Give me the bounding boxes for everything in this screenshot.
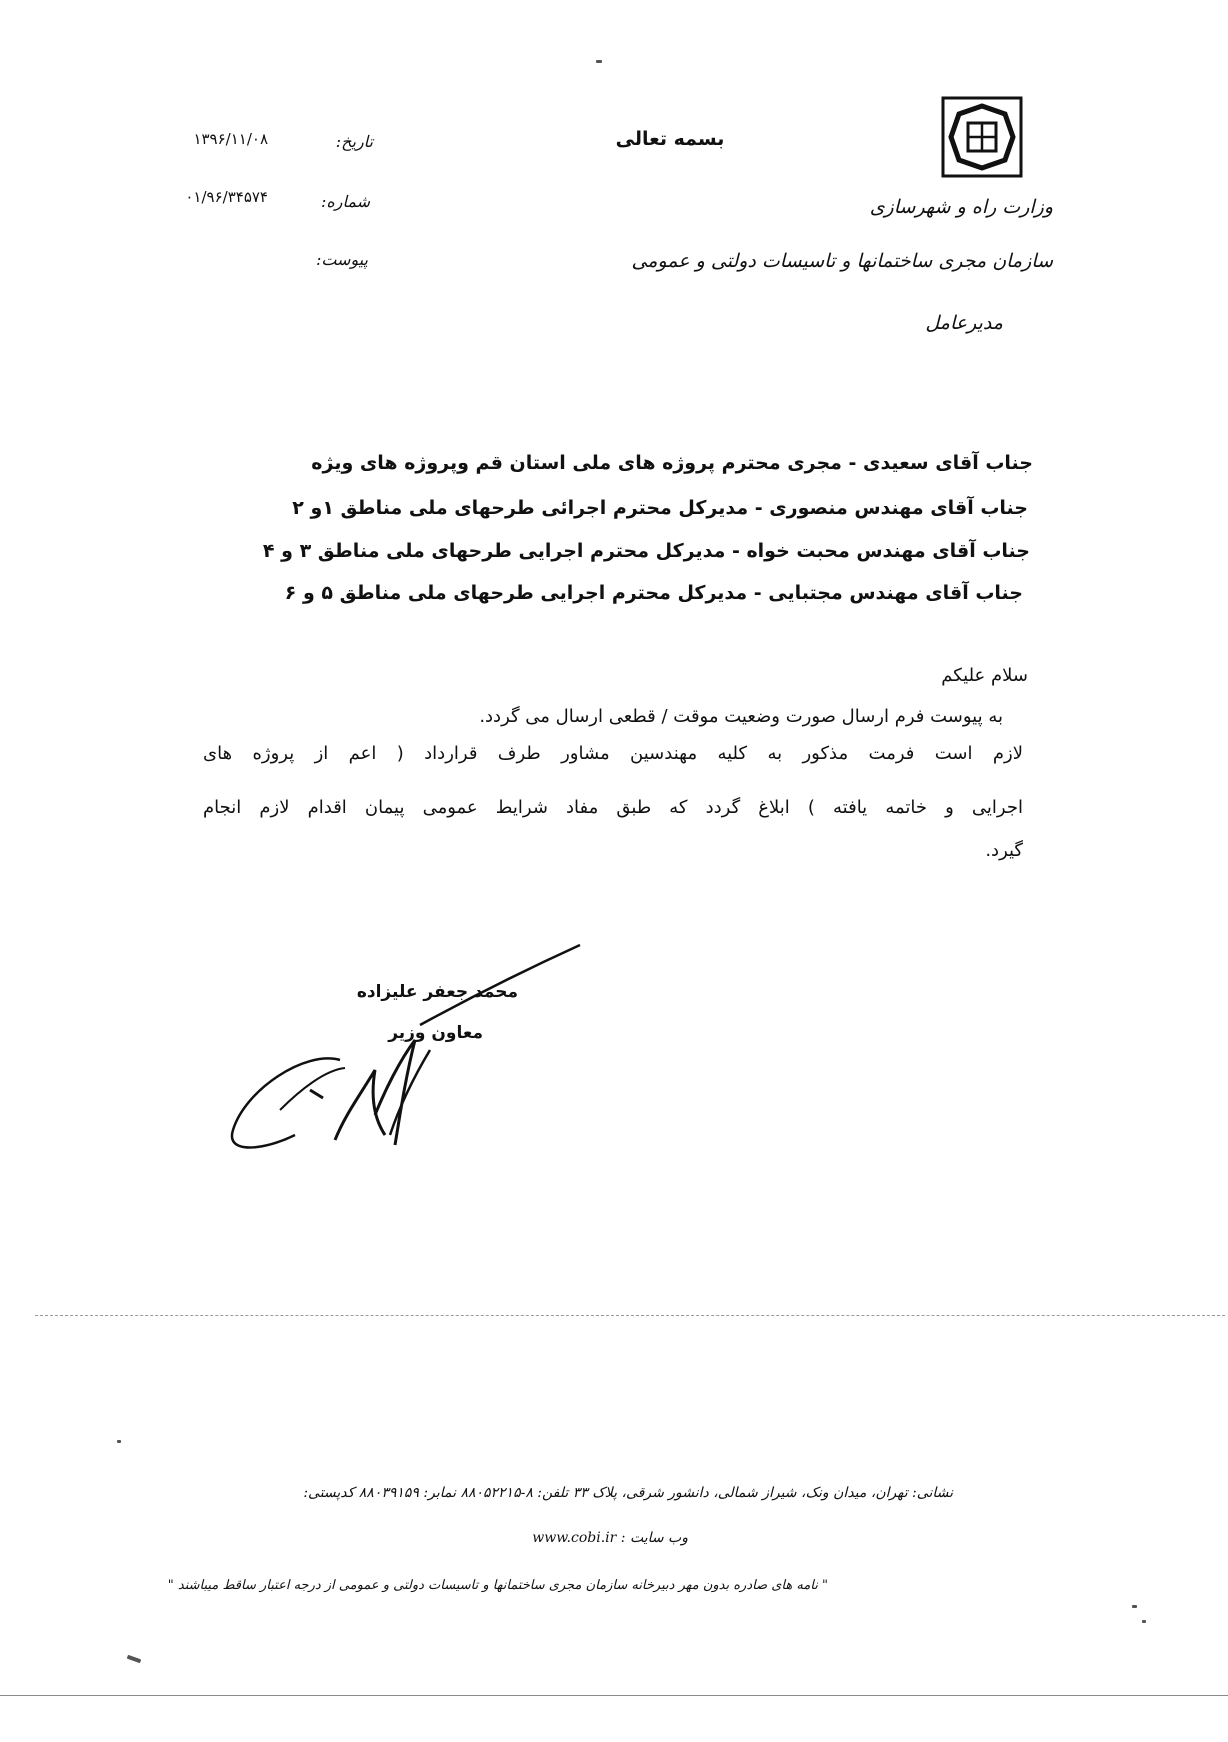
scan-speck	[117, 1440, 121, 1443]
addressee-line: جناب آقای مهندس مجتبایی - مدیرکل محترم اجرایی طرحهای ملی مناطق ۵ و ۶	[284, 582, 1023, 604]
date-label: تاریخ:	[335, 132, 373, 151]
ministry-name: وزارت راه و شهرسازی	[869, 196, 1053, 218]
footer-disclaimer: " نامه های صادره بدون مهر دبیرخانه سازمان مجری ساختمانها و تاسیسات دولتی و عمومی از درجه اعتبار ساقط میباشند "	[167, 1578, 828, 1593]
number-label: شماره:	[320, 192, 370, 211]
addressee-line: جناب آقای سعیدی - مجری محترم پروژه های ملی استان قم وپروژه های ویژه	[311, 452, 1033, 474]
body-line: به پیوست فرم ارسال صورت وضعیت موقت / قطعی ارسال می گردد.	[479, 706, 1003, 727]
body-line: اجرایی و خاتمه یافته ) ابلاغ گردد که طبق مفاد شرایط عمومی پیمان اقدام لازم انجام	[203, 797, 1023, 818]
scan-speck	[1132, 1605, 1137, 1608]
footer-address: نشانی: تهران، میدان ونک، شیراز شمالی، دانشور شرقی، پلاک ۳۳ تلفن: ۸-۸۸۰۵۲۲۱۵ نمابر: ۸۸۰۳۹۱۵۹ کدپستی:	[303, 1485, 953, 1501]
invocation-heading: بسمه تعالی	[615, 128, 725, 150]
handwritten-signature	[225, 940, 585, 1160]
signer-name: محمد جعفر علیزاده	[356, 982, 518, 1002]
addressee-line: جناب آقای مهندس محبت خواه - مدیرکل محترم اجرایی طرحهای ملی مناطق ۳ و ۴	[262, 540, 1030, 562]
footer-divider	[35, 1315, 1225, 1316]
footer-website: وب سایت : www.cobi.ir	[532, 1530, 688, 1546]
ministry-emblem-icon	[941, 96, 1023, 178]
sender-position: مدیرعامل	[925, 312, 1003, 334]
number-value: ۰۱/۹۶/۳۴۵۷۴	[185, 188, 268, 206]
greeting: سلام علیکم	[941, 665, 1028, 686]
date-value: ۱۳۹۶/۱۱/۰۸	[193, 130, 268, 148]
body-line: لازم است فرمت مذکور به کلیه مهندسین مشاور طرف قرارداد ( اعم از پروژه های	[203, 743, 1023, 764]
attachment-label: پیوست:	[315, 250, 368, 269]
signer-title: معاون وزیر	[388, 1023, 483, 1043]
bottom-edge-line	[0, 1695, 1228, 1696]
body-line: گیرد.	[985, 840, 1023, 861]
scan-speck	[127, 1655, 142, 1664]
scan-speck	[596, 60, 602, 63]
organization-name: سازمان مجری ساختمانها و تاسیسات دولتی و عمومی	[631, 250, 1053, 272]
scan-speck	[1142, 1620, 1146, 1623]
addressee-line: جناب آقای مهندس منصوری - مدیرکل محترم اجرائی طرحهای ملی مناطق ۱و ۲	[292, 497, 1028, 519]
